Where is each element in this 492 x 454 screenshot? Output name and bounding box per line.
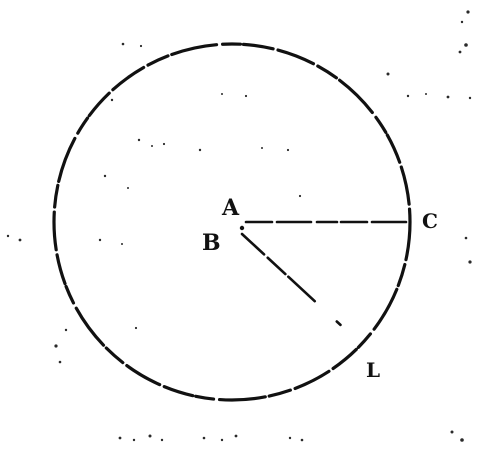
label-C: C — [422, 209, 438, 233]
radius-to-L — [242, 234, 346, 330]
label-B: B — [202, 230, 221, 256]
label-L: L — [366, 358, 381, 382]
center-point — [240, 226, 244, 230]
label-A: A — [222, 195, 240, 221]
scan-noise — [7, 10, 472, 441]
